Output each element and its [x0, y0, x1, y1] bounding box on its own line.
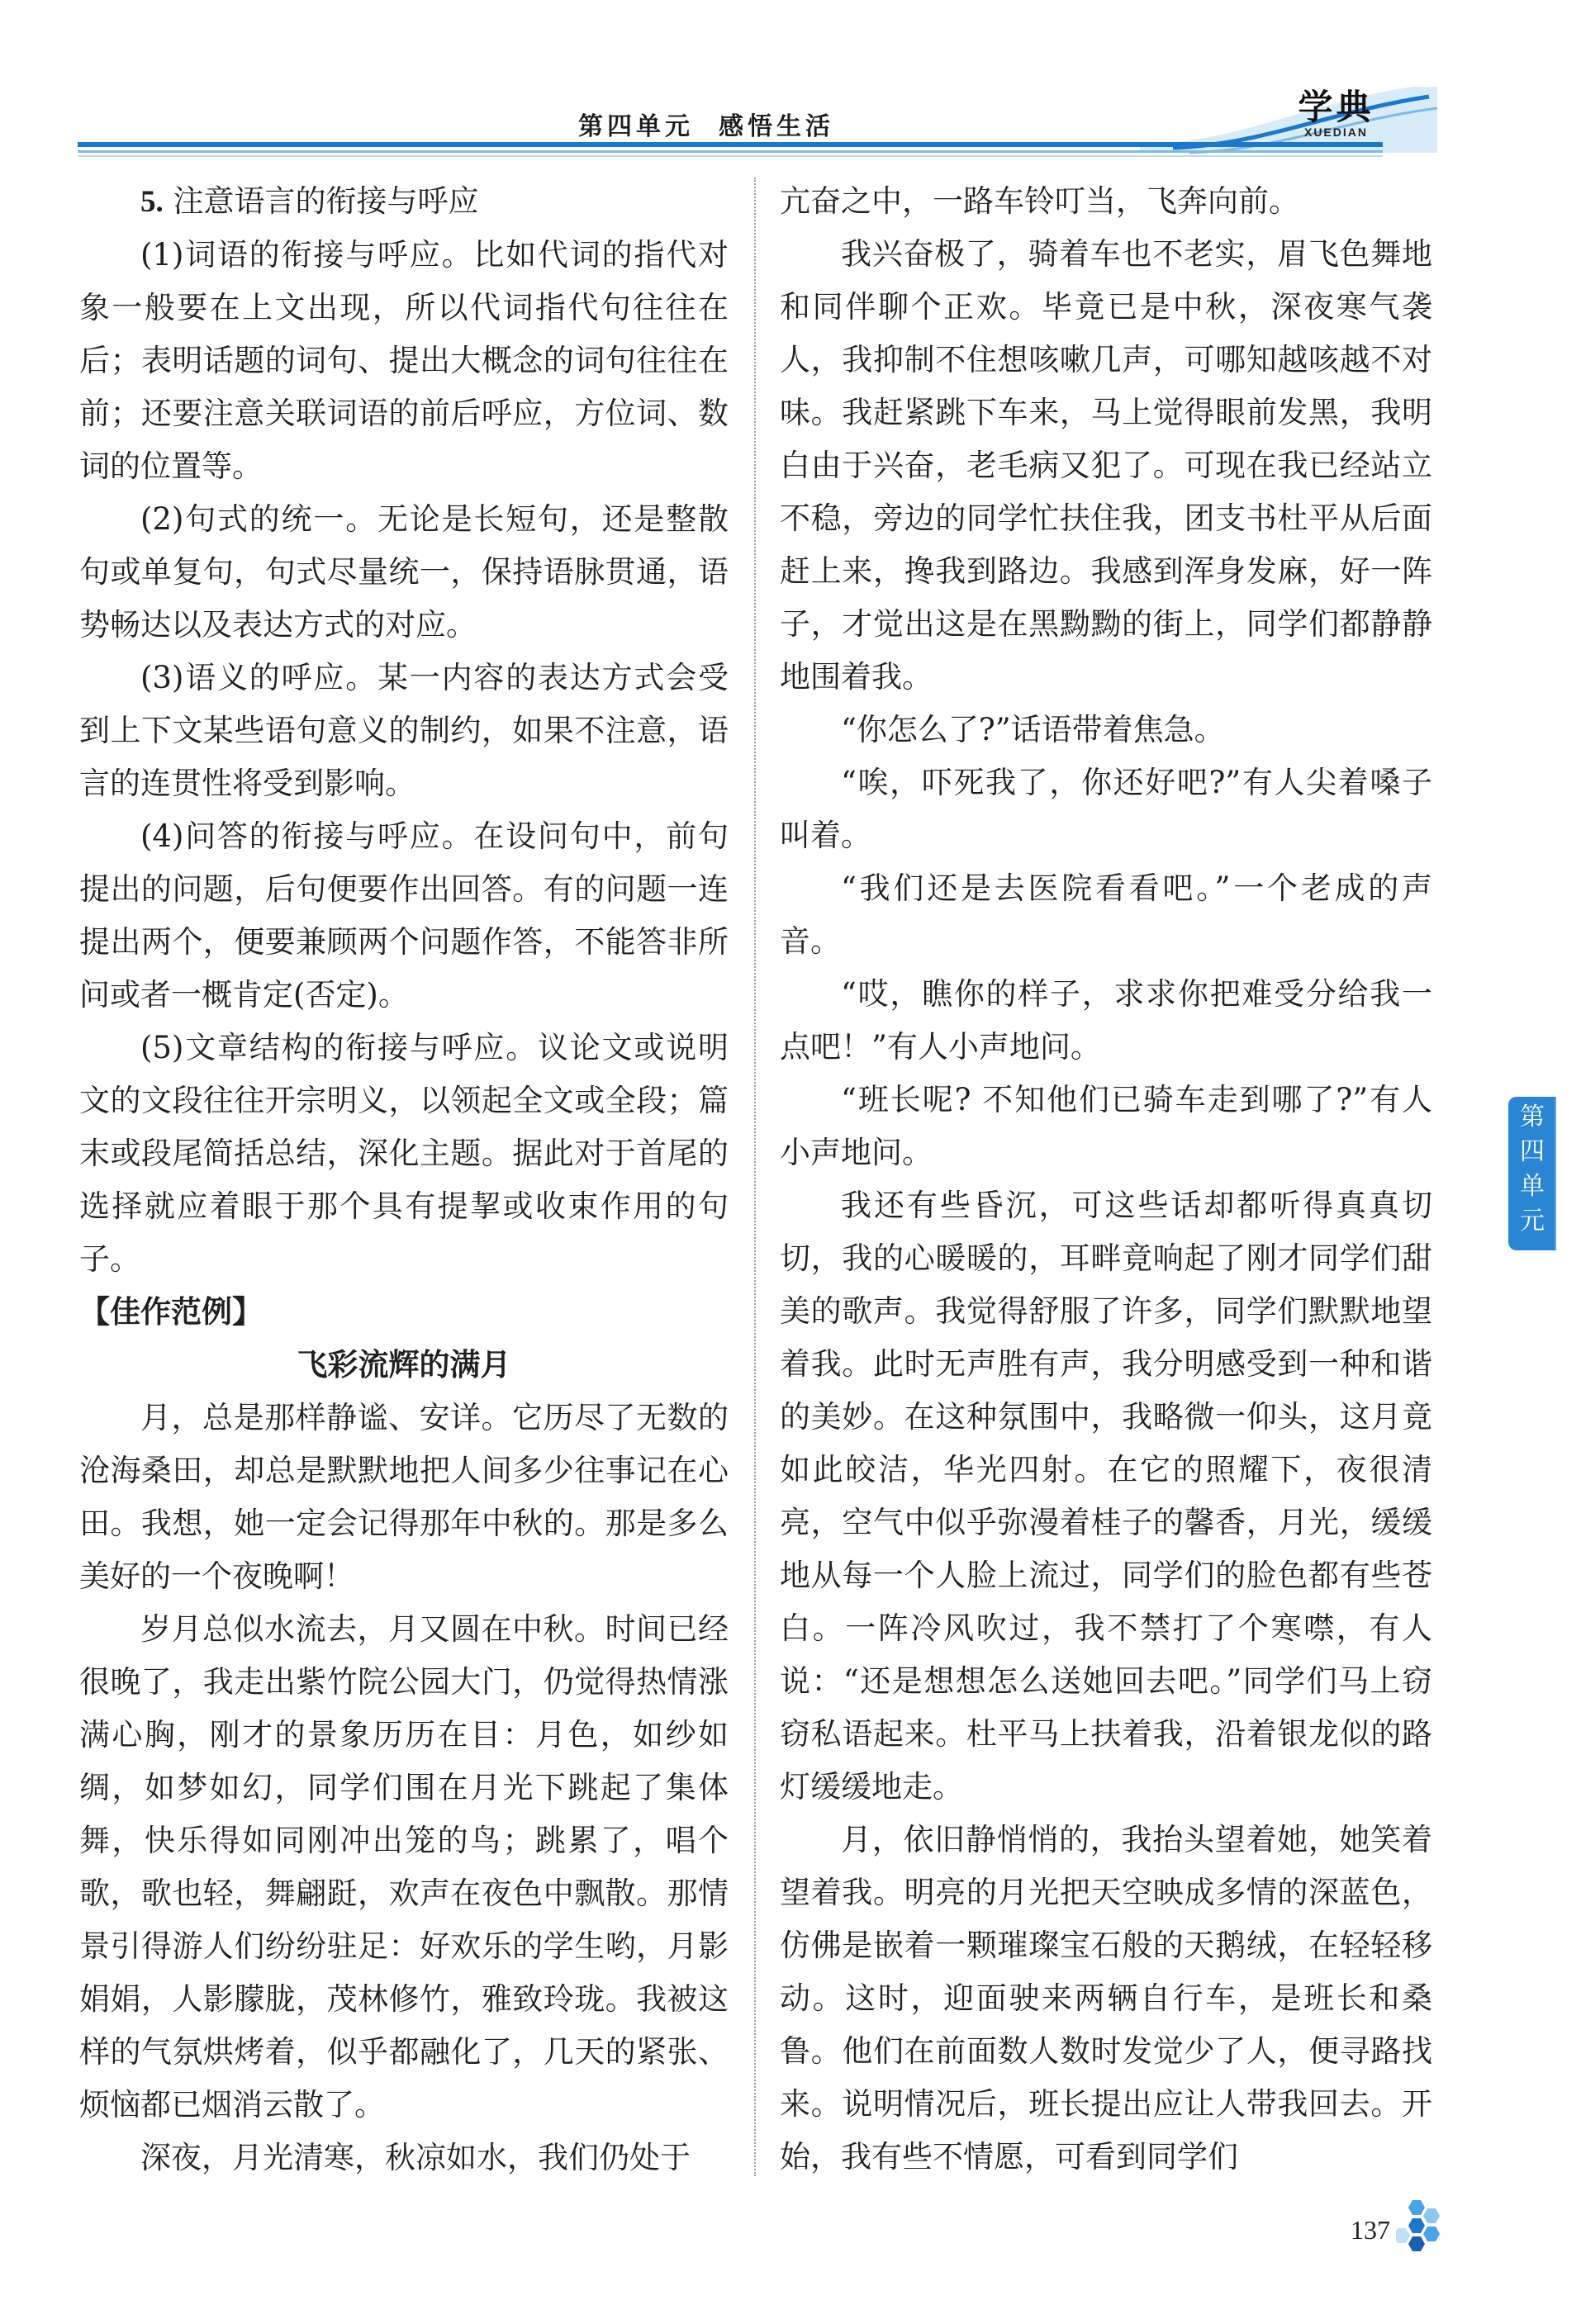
section-heading: [79, 175, 729, 229]
dialogue-line: “我们还是去医院看看吧。”一个老成的声音。: [780, 870, 1432, 959]
page-number: 137: [1351, 2215, 1390, 2245]
example-label: 【佳作范例】: [79, 1294, 263, 1330]
header-rule: [78, 142, 1383, 147]
essay-paragraph: 月，依旧静悄悄的，我抬头望着她，她笑着望着我。明亮的月光把天空映成多情的深蓝色，仿佛是嵌着一颗璀璨宝石般的天鹅绒，在轻轻移动。这时，迎面驶来两辆自行车，是班长和桑鲁。他们在前面数人数时发觉少了人，便寻路找来。说明情况后，班长提出应让人带我回去。开始，我有些不情愿，可看到同学们: [780, 1822, 1432, 2175]
left-column: [79, 175, 729, 2184]
essay-title: 飞彩流辉的满月: [297, 1347, 511, 1383]
unit-side-tab: [1508, 1097, 1556, 1250]
section-number: 5.: [140, 185, 164, 219]
point-2: (2)句式的统一。无论是长短句，还是整散句或单复句，句式尽量统一，保持语脉贯通，语势畅达以及表达方式的对应。: [79, 501, 729, 643]
dialogue-line: “班长呢? 不知他们已骑车走到哪了?”有人小声地问。: [780, 1082, 1432, 1170]
header-topic: 感悟生活: [719, 112, 834, 141]
logo-chinese: 学典: [1298, 87, 1374, 127]
point-3: (3)语义的呼应。某一内容的表达方式会受到上下文某些语句意义的制约，如果不注意，语言的连贯性将受到影响。: [79, 660, 729, 801]
point-5: (5)文章结构的衔接与呼应。议论文或说明文的文段往往开宗明义，以领起全文或全段；篇末或段尾简括总结，深化主题。据此对于首尾的选择就应着眼于那个具有提挈或收束作用的句子。: [79, 1030, 729, 1277]
essay-paragraph-continued: 亢奋之中，一路车铃叮当，飞奔向前。: [780, 183, 1299, 219]
header-unit: 第四单元: [578, 112, 694, 141]
dialogue-line: “哎，瞧你的样子，求求你把难受分给我一点吧！”有人小声地问。: [780, 976, 1432, 1065]
essay-paragraph: 我还有些昏沉，可这些话却都听得真真切切，我的心暖暖的，耳畔竟响起了刚才同学们甜美的歌声。我觉得舒服了许多，同学们默默地望着我。此时无声胜有声，我分明感受到一种和谐的美妙。在这种氛围中，我略微一仰头，这月竟如此皎洁，华光四射。在它的照耀下，夜很清亮，空气中似乎弥漫着桂子的馨香，月光，缓缓地从每一个人脸上流过，同学们的脸色都有些苍白。一阵冷风吹过，我不禁打了个寒噤，有人说：“还是想想怎么送她回去吧。”同学们马上窃窃私语起来。杜平马上扶着我，沿着银龙似的路灯缓缓地走。: [780, 1188, 1432, 1805]
dialogue-line: “你怎么了?”话语带着焦急。: [841, 712, 1225, 747]
essay-paragraph: 深夜，月光清寒，秋凉如水，我们仍处于: [140, 2140, 691, 2175]
unit-side-tab-label: 第四单元: [1520, 1103, 1545, 1236]
dialogue-line: “唉，吓死我了，你还好吧?”有人尖着嗓子叫着。: [780, 765, 1432, 853]
point-4: (4)问答的衔接与呼应。在设问句中，前句提出的问题，后句便要作出回答。有的问题一连提出两个，便要兼顾两个问题作答，不能答非所问或者一概肯定(否定)。: [79, 818, 729, 1013]
section-title: 注意语言的衔接与呼应: [173, 183, 479, 219]
hexagon-decoration: [1396, 2197, 1462, 2279]
header-title: [578, 106, 859, 142]
column-divider: [754, 178, 756, 2176]
point-1: (1)词语的衔接与呼应。比如代词的指代对象一般要在上文出现，所以代词指代句往往在后；表明话题的词句、提出大概念的词句往往在前；还要注意关联词语的前后呼应，方位词、数词的位置等。: [79, 237, 729, 484]
essay-paragraph: 我兴奋极了，骑着车也不老实，眉飞色舞地和同伴聊个正欢。毕竟已是中秋，深夜寒气袭人，我抑制不住想咳嗽几声，可哪知越咳越不对味。我赶紧跳下车来，马上觉得眼前发黑，我明白由于兴奋，老毛病又犯了。可现在我已经站立不稳，旁边的同学忙扶住我，团支书杜平从后面赶上来，搀我到路边。我感到浑身发麻，好一阵子，才觉出这是在黑黝黝的街上，同学们都静静地围着我。: [780, 236, 1432, 695]
right-column: [780, 175, 1432, 2184]
essay-paragraph: 月，总是那样静谧、安详。它历尽了无数的沧海桑田，却总是默默地把人间多少往事记在心田。我想，她一定会记得那年中秋的。那是多么美好的一个夜晚啊！: [79, 1400, 729, 1594]
header-rule-light: [78, 150, 1383, 153]
publisher-logo: [1284, 89, 1388, 147]
logo-english: XUEDIAN: [1303, 126, 1368, 139]
essay-paragraph: 岁月总似水流去，月又圆在中秋。时间已经很晚了，我走出紫竹院公园大门，仍觉得热情涨满心胸，刚才的景象历历在目：月色，如纱如绸，如梦如幻，同学们围在月光下跳起了集体舞，快乐得如同刚冲出笼的鸟；跳累了，唱个歌，歌也轻，舞翩跹，欢声在夜色中飘散。那情景引得游人们纷纷驻足：好欢乐的学生哟，月影娟娟，人影朦胧，茂林修竹，雅致玲珑。我被这样的气氛烘烤着，似乎都融化了，几天的紧张、烦恼都已烟消云散了。: [79, 1611, 729, 2122]
header-rule-faint: [78, 155, 1383, 157]
